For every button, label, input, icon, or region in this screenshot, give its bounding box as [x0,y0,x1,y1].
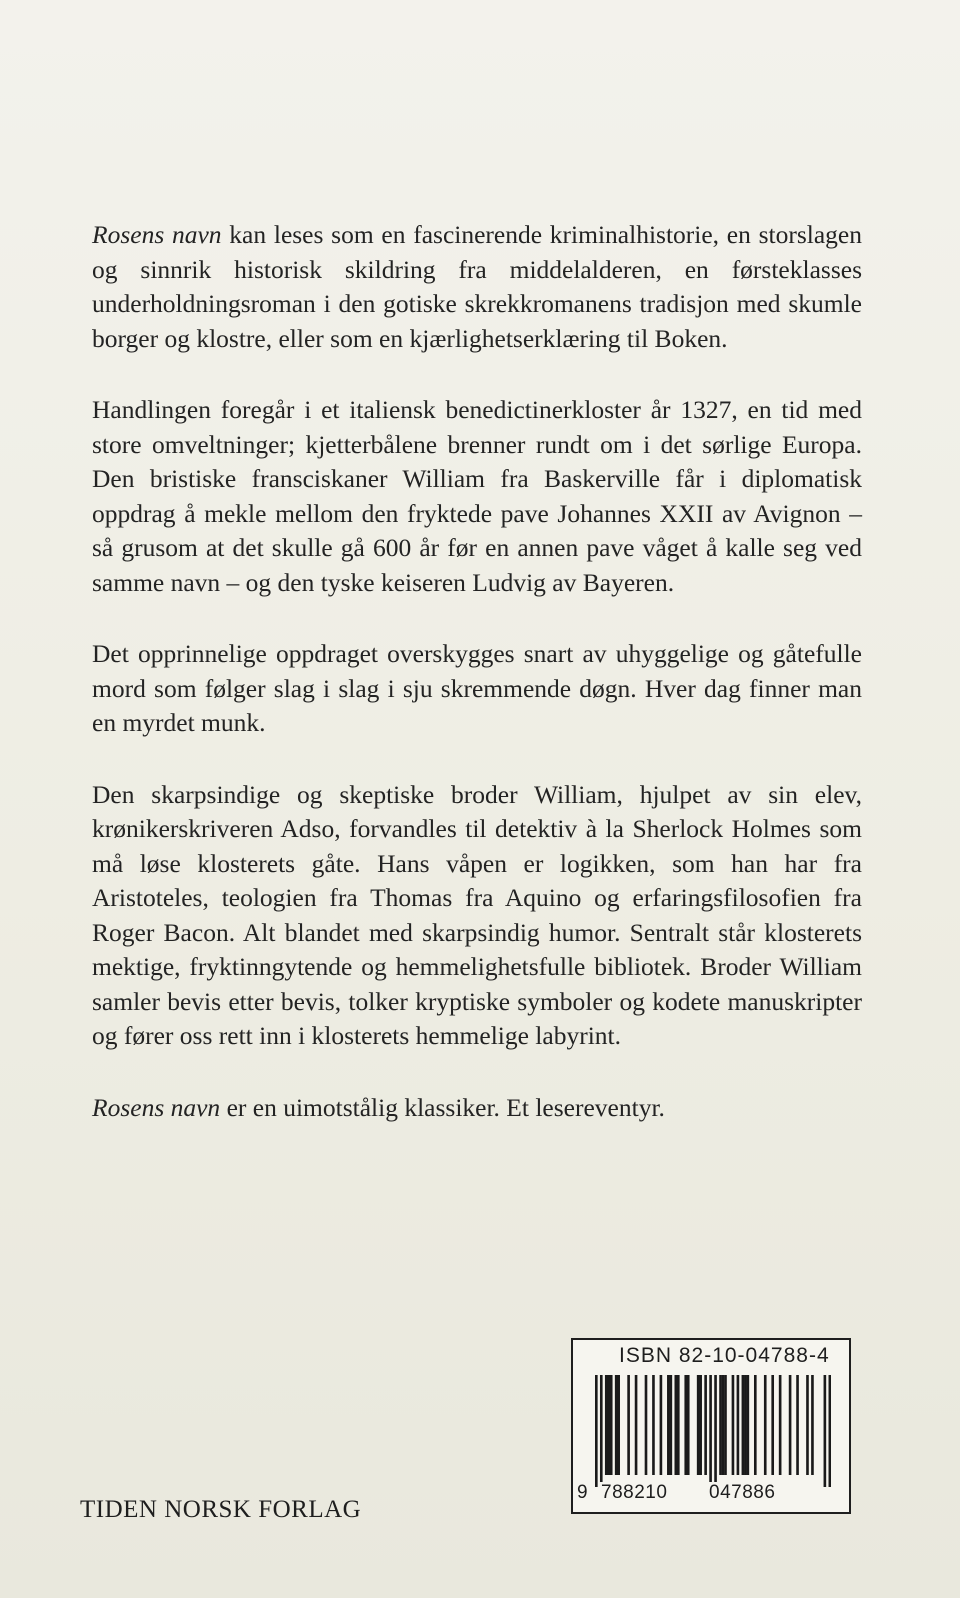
barcode-bar [789,1375,792,1475]
barcode-bar [704,1375,707,1475]
barcode-bar [607,1375,610,1475]
blurb-paragraph-5 [92,1091,862,1126]
barcode-bar [737,1375,740,1475]
book-title-italic: Rosens navn [92,220,222,249]
isbn-barcode [571,1338,851,1514]
barcode-bar [674,1375,677,1475]
barcode-bar [645,1375,648,1475]
barcode-bar [719,1375,722,1475]
barcode-bar [796,1375,799,1475]
barcode-bar [699,1375,702,1475]
barcode-bar [605,1375,608,1475]
barcode-bar [697,1375,700,1475]
barcode-bar [764,1375,767,1475]
barcode-bars [595,1375,831,1487]
barcode-bar [747,1375,750,1475]
cover-blurb [92,218,862,1125]
barcode-bar [677,1375,680,1475]
barcode-bar [652,1375,655,1475]
barcode-bar [660,1375,663,1475]
barcode-bar [627,1375,630,1475]
barcode-bar [732,1375,735,1475]
barcode-bar [806,1375,809,1475]
barcode-bar [824,1375,827,1487]
barcode-digit-first: 9 [577,1482,589,1503]
blurb-text: er en uimotstålig klassiker. Et lesereventyr. [220,1092,665,1122]
barcode-bar [595,1375,598,1487]
barcode-bar [744,1375,747,1475]
barcode-bar [600,1375,603,1487]
barcode-bar [771,1375,774,1475]
barcode-digits-left: 788210 [601,1482,668,1503]
blurb-paragraph-1 [92,218,862,356]
barcode-bar [742,1375,745,1475]
barcode-bar [687,1375,690,1475]
barcode-bar [811,1375,814,1475]
barcode-digits-right: 047886 [709,1482,776,1503]
barcode-bar [709,1375,712,1487]
barcode-bar [724,1375,727,1475]
barcode-bar [684,1375,687,1475]
blurb-paragraph-4: Den skarpsindige og skeptiske broder William, hjulpet av sin elev, krønikerskriveren Adso, forvandles til detektiv à la Sherlock Holmes som må løse klosterets gåte. Hans våpen er logikken, som han har fra Aristoteles, teologien fra Thomas fra Aquino og erfaringsfilosofien fra Roger Bacon. Alt blandet med skarpsindig humor. Sentralt står klosterets mektige, fryktinngytende og hemmelighetsfulle bibliotek. Broder William samler bevis etter bevis, tolker kryptiske symboler og kodete manuskripter og fører oss rett inn i klosterets hemmelige labyrint. [92,779,862,1050]
barcode-bar [714,1375,717,1487]
barcode-bar [610,1375,613,1475]
barcode-bar [617,1375,620,1475]
barcode-bar [754,1375,757,1475]
barcode-bar [635,1375,638,1475]
barcode-bar [722,1375,725,1475]
blurb-paragraph-3: Det opprinnelige oppdraget overskygges snart av uhyggelige og gåtefulle mord som følger slag i slag i sju skremmende døgn. Hver dag finner man en myrdet munk. [92,639,862,737]
isbn-label: ISBN 82-10-04788-4 [619,1344,830,1367]
barcode-bar [779,1375,782,1475]
barcode-bar [667,1375,670,1475]
book-title-italic: Rosens navn [92,1092,221,1122]
publisher-name: TIDEN NORSK FORLAG [80,1496,362,1523]
barcode-bar [829,1375,831,1487]
blurb-text: kan leses som en fascinerende kriminalhistorie, en storslagen og sinnrik historisk skildring fra middelalderen, en førsteklasses underholdningsroman i den gotiske skrekkromanens tradisjon med skumle borger og klostre, eller som en kjærlighetserklæring til Boken. [92,220,862,353]
barcode-bar [670,1375,673,1475]
blurb-paragraph-2: Handlingen foregår i et italiensk benedictinerkloster år 1327, en tid med store omveltninger; kjetterbålene brenner rundt om i det sørlige Europa. Den bristiske fransciskaner William fra Baskerville får i diplomatisk oppdrag å mekle mellom den fryktede pave Johannes XXII av Avignon – så grusom at det skulle gå 600 år før en annen pave våget å kalle seg ved samme navn – og den tyske keiseren Ludvig av Bayeren. [92,395,862,597]
barcode-bar [615,1375,618,1475]
